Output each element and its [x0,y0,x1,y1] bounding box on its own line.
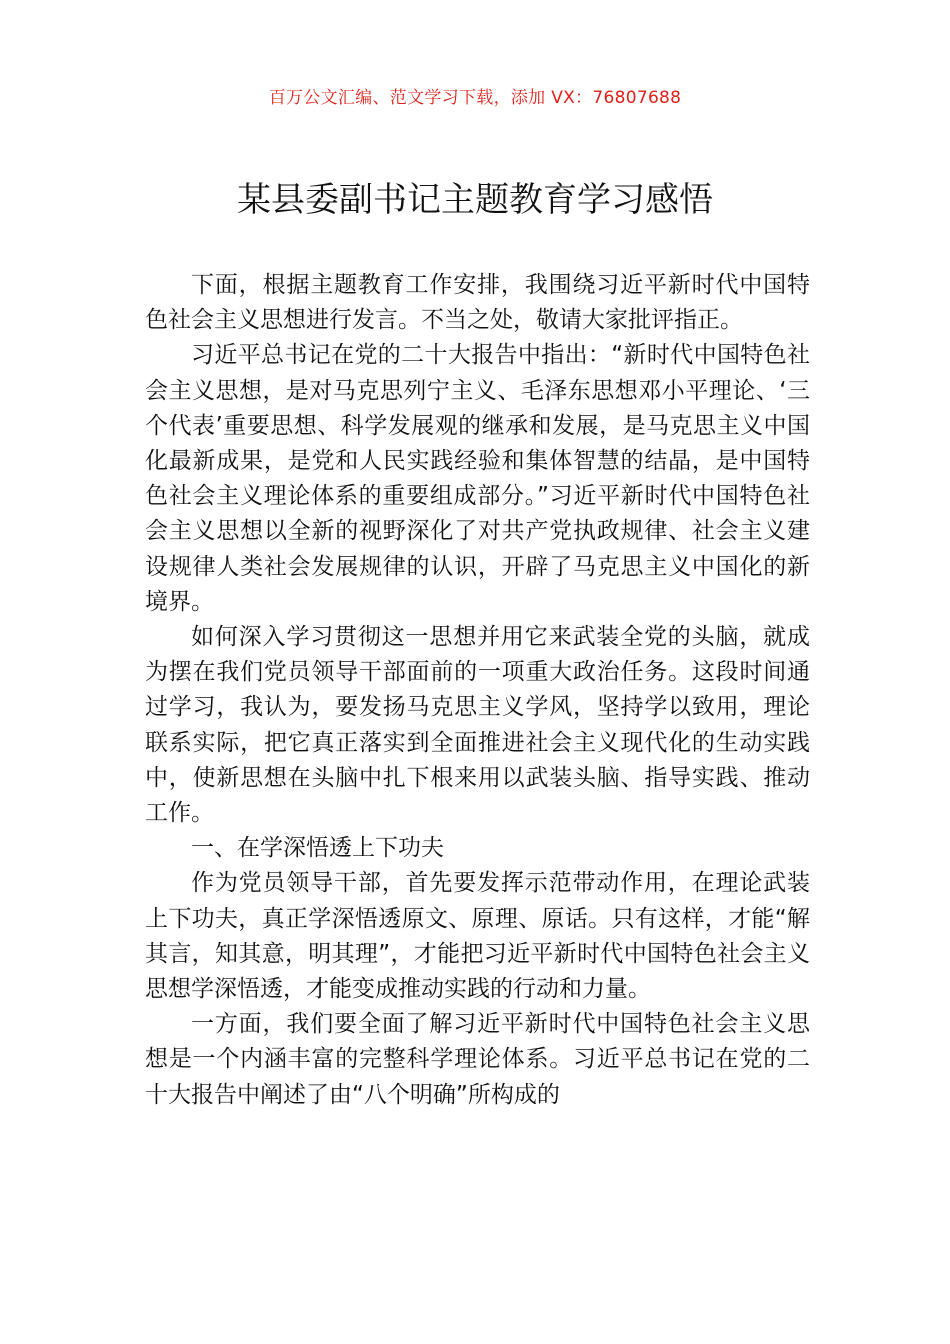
paragraph-section-1: 作为党员领导干部，首先要发挥示范带动作用，在理论武装上下功夫，真正学深悟透原文、原理、原话。只有这样，才能“解其言，知其意，明其理”，才能把习近平新时代中国特色社会主义思想学深悟透，才能变成推动实践的行动和力量。 [145,870,810,1003]
document-title: 某县委副书记主题教育学习感悟 [237,180,713,220]
document-body [145,268,810,1113]
paragraph-task: 如何深入学习贯彻这一思想并用它来武装全党的头脑，就成为摆在我们党员领导干部面前的一项重大政治任务。这段时间通过学习，我认为，要发扬马克思主义学风，坚持学以致用，理论联系实际，把它真正落实到全面推进社会主义现代化的生动实践中，使新思想在头脑中扎下根来用以武装头脑、指导实践、推动工作。 [145,624,810,827]
paragraph-first-aspect: 一方面，我们要全面了解习近平新时代中国特色社会主义思想是一个内涵丰富的完整科学理论体系。习近平总书记在党的二十大报告中阐述了由“八个明确”所构成的 [145,1011,810,1108]
paragraph-quote: 习近平总书记在党的二十大报告中指出：“新时代中国特色社会主义思想，是对马克思列宁主义、毛泽东思想邓小平理论、‘三个代表’重要思想、科学发展观的继承和发展，是马克思主义中国化最新成果，是党和人民实践经验和集体智慧的结晶，是中国特色社会主义理论体系的重要组成部分。”习近平新时代中国特色社会主义思想以全新的视野深化了对共产党执政规律、社会主义建设规律人类社会发展规律的认识，开辟了马克思主义中国化的新境界。 [145,342,810,615]
section-heading-1: 一、在学深悟透上下功夫 [191,835,444,862]
header-note: 百万公文汇编、范文学习下载，添加 VX：76807688 [268,88,682,108]
paragraph-intro: 下面，根据主题教育工作安排，我围绕习近平新时代中国特色社会主义思想进行发言。不当之处，敬请大家批评指正。 [145,272,810,334]
